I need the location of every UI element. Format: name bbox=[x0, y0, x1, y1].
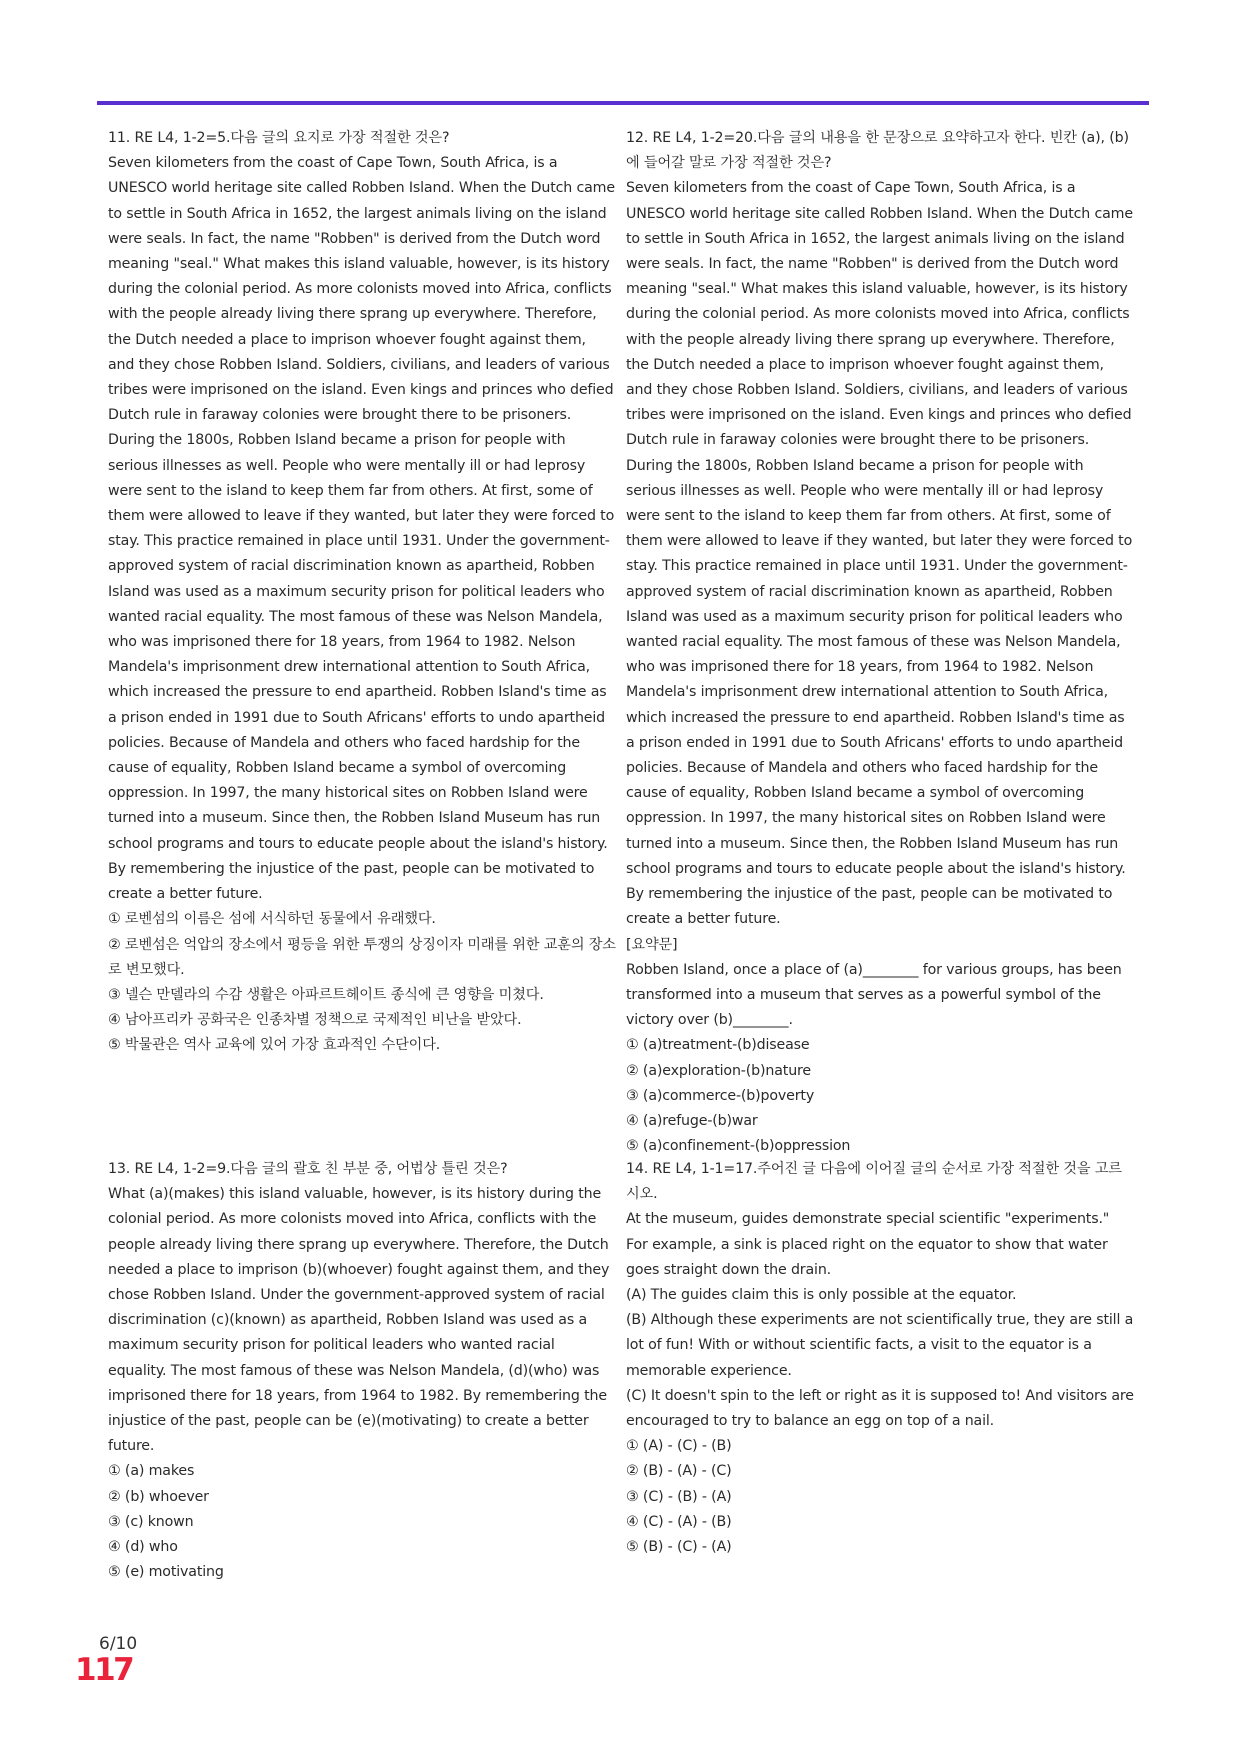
option-1[interactable]: ① (A) - (C) - (B) bbox=[626, 1438, 732, 1455]
option-4[interactable]: ④ (C) - (A) - (B) bbox=[626, 1513, 732, 1530]
option-2[interactable]: ② (a)exploration-(b)nature bbox=[626, 1062, 811, 1079]
option-2[interactable]: ② (b) whoever bbox=[108, 1488, 209, 1505]
page-indicator: 6/10 bbox=[99, 1634, 138, 1654]
option-3[interactable]: ③ 넬슨 만델라의 수감 생활은 아파르트헤이트 종식에 큰 영향을 미쳤다. bbox=[108, 986, 544, 1003]
option-3[interactable]: ③ (C) - (B) - (A) bbox=[626, 1488, 732, 1505]
question-passage: Seven kilometers from the coast of Cape Town, South Africa, is a UNESCO world heritage site called Robben Island. When the Dutch came to settle in South Africa in 1652, the largest animals living on the island were seals. In fact, the name "Robben" is derived from the Dutch word meaning "seal." What makes this island valuable, however, is its history during the colonial period. As more colonists moved into Africa, conflicts with the people already living there sprang up everywhere. Therefore, the Dutch needed a place to imprison whoever fought against them, and they chose Robben Island. Soldiers, civilians, and leaders of various tribes were imprisoned on the island. Even kings and princes who defied Dutch rule in faraway colonies were brought there to be prisoners. During the 1800s, Robben Island became a prison for people with serious illnesses as well. People who were mentally ill or had leprosy were sent to the island to keep them far from others. At first, some of them were allowed to leave if they wanted, but later they were forced to stay. This practice remained in place until 1931. Under the government-approved system of racial discrimination known as apartheid, Robben Island was used as a maximum security prison for political leaders who wanted racial equality. The most famous of these was Nelson Mandela, who was imprisoned there for 18 years, from 1964 to 1982. Nelson Mandela's imprisonment drew international attention to South Africa, which increased the pressure to end apartheid. Robben Island's time as a prison ended in 1991 due to South Africans' efforts to undo apartheid policies. Because of Mandela and others who faced hardship for the cause of equality, Robben Island became a symbol of overcoming oppression. In 1997, the many historical sites on Robben Island were turned into a museum. Since then, the Robben Island Museum has run school programs and tours to educate people about the island's history. By remembering the injustice of the past, people can be motivated to create a better future. bbox=[108, 155, 615, 903]
option-5[interactable]: ⑤ (e) motivating bbox=[108, 1564, 224, 1581]
option-3[interactable]: ③ (c) known bbox=[108, 1513, 194, 1530]
option-5[interactable]: ⑤ 박물관은 역사 교육에 있어 가장 효과적인 수단이다. bbox=[108, 1037, 441, 1054]
option-3[interactable]: ③ (a)commerce-(b)poverty bbox=[626, 1087, 815, 1104]
option-2[interactable]: ② 로벤섬은 억압의 장소에서 평등을 위한 투쟁의 상징이자 미래를 위한 교훈의 장소로 변모했다. bbox=[108, 936, 616, 978]
question-passage: What (a)(makes) this island valuable, however, is its history during the colonial period. As more colonists moved into Africa, conflicts with the people already living there sprang up everywhere. Therefore, the Dutch needed a place to imprison (b)(whoever) fought against them, and they chose Robben Island. Under the government-approved system of racial discrimination (c)(known) as apartheid, Robben Island was used as a maximum security prison for political leaders who wanted racial equality. The most famous of these was Nelson Mandela, (d)(who) was imprisoned there for 18 years, from 1964 to 1982. By remembering the injustice of the past, people can be (e)(motivating) to create a better future. bbox=[108, 1186, 610, 1455]
question-header: 14. RE L4, 1-1=17.주어진 글 다음에 이어질 글의 순서로 가장 적절한 것을 고르시오. bbox=[626, 1161, 1122, 1203]
question-12 bbox=[626, 126, 1134, 1159]
option-5[interactable]: ⑤ (a)confinement-(b)oppression bbox=[626, 1138, 851, 1155]
question-11 bbox=[108, 126, 616, 1059]
option-1[interactable]: ① 로벤섬의 이름은 섬에 서식하던 동물에서 유래했다. bbox=[108, 911, 436, 928]
paragraph-a: (A) The guides claim this is only possible at the equator. bbox=[626, 1287, 1017, 1304]
option-1[interactable]: ① (a)treatment-(b)disease bbox=[626, 1037, 810, 1054]
option-5[interactable]: ⑤ (B) - (C) - (A) bbox=[626, 1539, 732, 1556]
paragraph-c: (C) It doesn't spin to the left or right as it is supposed to! And visitors are encouraged to try to balance an egg on top of a nail. bbox=[626, 1387, 1134, 1430]
option-list bbox=[108, 907, 616, 1058]
summary-sentence: Robben Island, once a place of (a)________ for various groups, has been transformed into a museum that serves as a powerful symbol of the victory over (b)________. bbox=[626, 961, 1122, 1029]
option-4[interactable]: ④ 남아프리카 공화국은 인종차별 정책으로 국제적인 비난을 받았다. bbox=[108, 1012, 522, 1029]
option-list bbox=[108, 1459, 616, 1585]
question-header: 13. RE L4, 1-2=9.다음 글의 괄호 친 부분 중, 어법상 틀린 것은? bbox=[108, 1161, 508, 1177]
question-14 bbox=[626, 1157, 1134, 1560]
option-4[interactable]: ④ (d) who bbox=[108, 1539, 178, 1556]
summary-label: [요약문] bbox=[626, 936, 678, 953]
option-list bbox=[626, 1434, 1134, 1560]
option-1[interactable]: ① (a) makes bbox=[108, 1463, 195, 1480]
question-header: 12. RE L4, 1-2=20.다음 글의 내용을 한 문장으로 요약하고자 한다. 빈칸 (a), (b)에 들어갈 말로 가장 적절한 것은? bbox=[626, 130, 1129, 172]
question-header: 11. RE L4, 1-2=5.다음 글의 요지로 가장 적절한 것은? bbox=[108, 130, 450, 146]
option-2[interactable]: ② (B) - (A) - (C) bbox=[626, 1463, 732, 1480]
page-number: 117 bbox=[75, 1652, 133, 1688]
option-4[interactable]: ④ (a)refuge-(b)war bbox=[626, 1112, 758, 1129]
header-rule bbox=[97, 101, 1149, 105]
question-passage: Seven kilometers from the coast of Cape Town, South Africa, is a UNESCO world heritage site called Robben Island. When the Dutch came to settle in South Africa in 1652, the largest animals living on the island were seals. In fact, the name "Robben" is derived from the Dutch word meaning "seal." What makes this island valuable, however, is its history during the colonial period. As more colonists moved into Africa, conflicts with the people already living there sprang up everywhere. Therefore, the Dutch needed a place to imprison whoever fought against them, and they chose Robben Island. Soldiers, civilians, and leaders of various tribes were imprisoned on the island. Even kings and princes who defied Dutch rule in faraway colonies were brought there to be prisoners. During the 1800s, Robben Island became a prison for people with serious illnesses as well. People who were mentally ill or had leprosy were sent to the island to keep them far from others. At first, some of them were allowed to leave if they wanted, but later they were forced to stay. This practice remained in place until 1931. Under the government-approved system of racial discrimination known as apartheid, Robben Island was used as a maximum security prison for political leaders who wanted racial equality. The most famous of these was Nelson Mandela, who was imprisoned there for 18 years, from 1964 to 1982. Nelson Mandela's imprisonment drew international attention to South Africa, which increased the pressure to end apartheid. Robben Island's time as a prison ended in 1991 due to South Africans' efforts to undo apartheid policies. Because of Mandela and others who faced hardship for the cause of equality, Robben Island became a symbol of overcoming oppression. In 1997, the many historical sites on Robben Island were turned into a museum. Since then, the Robben Island Museum has run school programs and tours to educate people about the island's history. By remembering the injustice of the past, people can be motivated to create a better future. bbox=[626, 180, 1133, 928]
option-list bbox=[626, 1033, 1134, 1159]
question-13 bbox=[108, 1157, 616, 1585]
paragraph-b: (B) Although these experiments are not scientifically true, they are still a lot of fun! With or without scientific facts, a visit to the equator is a memorable experience. bbox=[626, 1312, 1134, 1379]
question-intro: At the museum, guides demonstrate special scientific "experiments." For example, a sink is placed right on the equator to show that water goes straight down the drain. bbox=[626, 1211, 1110, 1278]
